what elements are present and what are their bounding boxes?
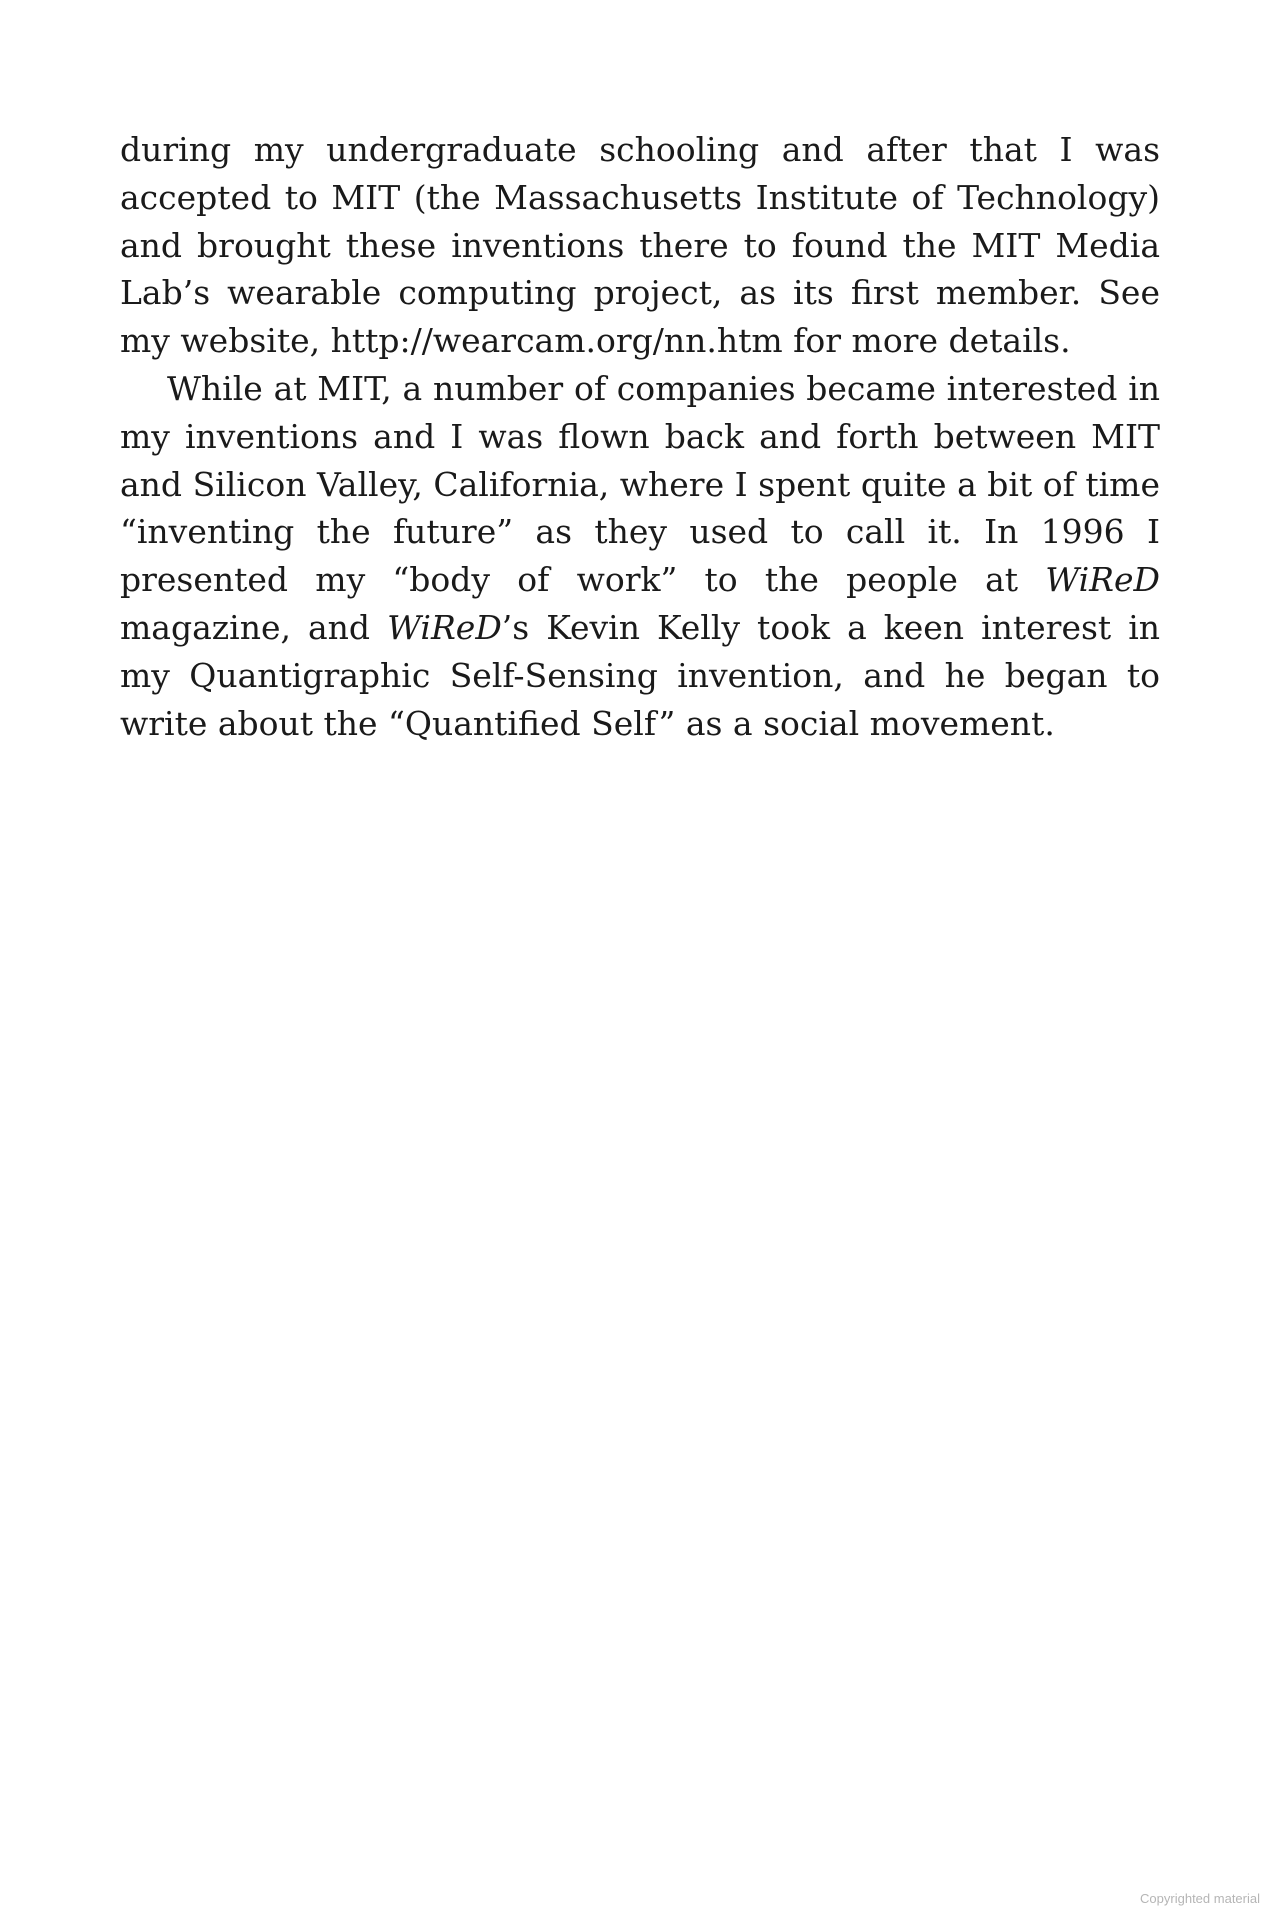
paragraph-1 [120,126,1160,365]
paragraph-2-text-a: While at MIT, a number of companies became interested in my inventions and I was flown back and forth between MIT and Silicon Valley, California, where I spent quite a bit of time “inventing the future” as they used to call it. In 1996 I presented my “body of work” to the people at [120,368,1160,600]
magazine-title-wired-possessive: WiReD [387,607,502,647]
paragraph-1-text: during my undergraduate schooling and after that I was accepted to MIT (the Massachusetts Institute of Technology) and brought these inventions there to found the MIT Media Lab’s wearable computing project, as its first member. See my website, http://wearcam.org/nn.htm for more details. [120,130,1160,361]
paragraph-2-text-c: ’s Kevin Kelly took a keen interest in my Quantigraphic Self-Sensing invention, and he began to write about the “Quantified Self” as a social movement. [120,607,1160,743]
magazine-title-wired: WiReD [1045,560,1160,600]
paragraph-2-text-b: magazine, and [120,607,388,647]
paragraph-2 [120,365,1160,747]
body-text [120,126,1160,747]
copyright-watermark: Copyrighted material [1140,1891,1260,1906]
